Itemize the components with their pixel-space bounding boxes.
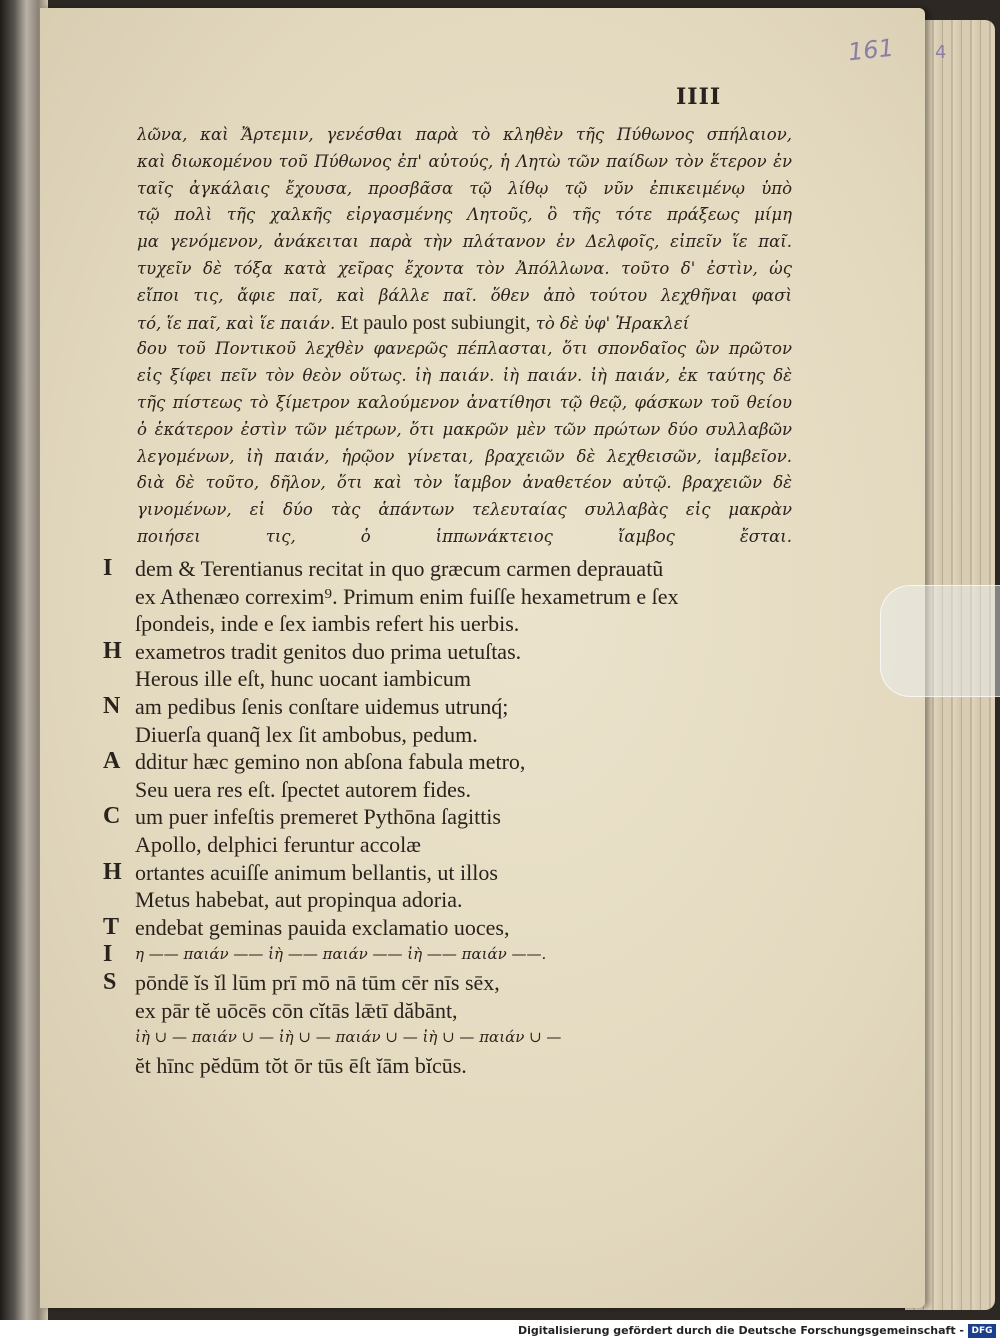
verse-line bbox=[103, 748, 803, 776]
verse-line bbox=[103, 997, 803, 1025]
verse-text: am pedibus ſenis conſtare uidemus utrunq́; bbox=[135, 693, 509, 719]
verse-text: ſpondeis, inde e ſex iambis refert his uerbis. bbox=[135, 611, 520, 637]
page-number: IIII bbox=[676, 84, 722, 110]
verse-line bbox=[103, 1024, 803, 1052]
greek-line-text: τῷ πολὶ τῆς χαλκῆς εἰργασμένης Λητοῦς, ὃ τῆς τότε πράξεως μίμη bbox=[137, 205, 792, 225]
verse-line bbox=[103, 721, 803, 749]
verse-line bbox=[103, 941, 803, 969]
greek-line-text: ὁ ἑκάτερον ἐστὶν τῶν μέτρων, ὅτι μακρῶν μὲν τῶν πρώτων δύο συλλαβῶν bbox=[137, 419, 792, 439]
greek-line bbox=[137, 417, 792, 444]
verse-text: ἰὴ ∪ — παιάν ∪ — ἰὴ ∪ — παιάν ∪ — ἰὴ ∪ — παιάν ∪ — bbox=[135, 1028, 562, 1047]
verse-line bbox=[103, 831, 803, 859]
verse-line bbox=[103, 859, 803, 887]
verse-initial: S bbox=[103, 968, 117, 995]
verse-line bbox=[103, 803, 803, 831]
verse-line bbox=[103, 914, 803, 942]
greek-line-text: τῆς πίστεως τὸ ξίμετρον καλούμενον ἀνατίθησι τῷ θεῷ, φάσκων τοῦ θείου bbox=[137, 392, 792, 412]
greek-line-text: διὰ δὲ τοῦτο, δῆλον, ὅτι καὶ τὸν ἴαμβον ἀναθετέον αὐτῷ. βραχειῶν δὲ bbox=[137, 473, 792, 493]
verse-text: ex pār tĕ uōcēs cōn cĭtās lǣtī dăbānt, bbox=[135, 997, 458, 1023]
verse-line bbox=[103, 776, 803, 804]
page-clip bbox=[880, 585, 1000, 697]
verse-text: dditur hæc gemino non abſona fabula metro, bbox=[135, 749, 526, 775]
greek-line bbox=[137, 336, 792, 363]
verse-line bbox=[103, 969, 803, 997]
greek-line bbox=[137, 229, 792, 256]
greek-line-text: τό, ἵε παῖ, καὶ ἵε παιάν. bbox=[137, 313, 336, 333]
greek-line-text: εἴποι τις, ἄφιε παῖ, καὶ βάλλε παῖ. ὅθεν ἀπὸ τούτου λεχθῆναι φασὶ bbox=[137, 285, 792, 305]
greek-line bbox=[137, 310, 792, 337]
verse-text: ortantes acuiſſe animum bellantis, ut illos bbox=[135, 859, 498, 885]
verse-initial: N bbox=[103, 692, 121, 719]
verse-line bbox=[103, 610, 803, 638]
verse-line bbox=[103, 693, 803, 721]
greek-line-text: λῶνα, καὶ Ἄρτεμιν, γενέσθαι παρὰ τὸ κληθὲν τῆς Πύθωνος σπήλαιον, bbox=[137, 125, 792, 144]
dfg-logo: DFG bbox=[968, 1324, 996, 1338]
greek-line bbox=[137, 122, 792, 149]
greek-line bbox=[137, 202, 792, 229]
latin-verse-passage bbox=[103, 555, 803, 1079]
verse-line bbox=[103, 665, 803, 693]
greek-line-text: δου τοῦ Ποντικοῦ λεχθὲν φανερῶς πέπλασται, ὅτι σπονδαῖος ὢν πρῶτον bbox=[137, 339, 792, 359]
greek-line-text: λεγομένων, ἰὴ παιάν, ἡρῷον γίνεται, βραχειῶν δὲ λεχθεισῶν, ἰαμβεῖον. bbox=[137, 446, 792, 466]
greek-line-text: εἰς ξίφει πεῖν τὸν θεὸν οὕτως. ἰὴ παιάν. ἰὴ παιάν. ἰὴ παιάν, ἐκ ταύτης δὲ bbox=[137, 366, 792, 386]
greek-line-text: μα γενόμενον, ἀνάκειται παρὰ τὴν πλάτανον ἐν Δελφοῖς, εἰπεῖν ἵε παῖ. bbox=[137, 232, 792, 252]
greek-line-text: ταῖς ἀγκάλαις ἔχουσα, προσβᾶσα τῷ λίθῳ τῷ νῦν ἐπικειμένῳ ὑπὸ bbox=[137, 178, 792, 198]
verse-text: η —— παιάν —— ἰὴ —— παιάν —— ἰὴ —— παιάν ——. bbox=[135, 945, 547, 964]
verse-text: Herous ille eſt, hunc uocant iambicum bbox=[135, 666, 472, 692]
verse-initial: H bbox=[103, 858, 122, 885]
verse-initial: T bbox=[103, 913, 120, 940]
verse-text: Apollo, delphici feruntur accolæ bbox=[135, 831, 421, 857]
verse-initial: C bbox=[103, 803, 121, 830]
verse-text: Metus habebat, aut propinqua adoria. bbox=[135, 887, 463, 913]
verse-initial: H bbox=[103, 637, 122, 664]
greek-line-text: ποιήσει τις, ὁ ἱππωνάκτειος ἴαμβος ἔσται. bbox=[137, 526, 792, 546]
greek-line-text: καὶ διωκομένου τοῦ Πύθωνος ἐπ' αὐτούς, ἡ Λητὼ τῶν παίδων τὸν ἕτερον ἐν bbox=[137, 151, 792, 171]
handwritten-mark: 4 bbox=[935, 42, 947, 63]
verse-line bbox=[103, 555, 803, 583]
greek-line bbox=[137, 256, 792, 283]
footer-bar bbox=[0, 1320, 1000, 1343]
verse-line bbox=[103, 886, 803, 914]
greek-line bbox=[137, 444, 792, 471]
greek-line bbox=[137, 470, 792, 497]
verse-text: ĕt hīnc pĕdūm tŏt ōr tūs ēſt ĭām bĭcūs. bbox=[135, 1052, 467, 1078]
verse-text: dem & Terentianus recitat in quo græcum carmen deprauatũ bbox=[135, 556, 664, 581]
greek-line bbox=[137, 497, 792, 524]
verse-line bbox=[103, 638, 803, 666]
verse-line bbox=[103, 1052, 803, 1080]
greek-line bbox=[137, 524, 792, 551]
verse-text: Seu uera res eſt. ſpectet autorem fides. bbox=[135, 776, 471, 802]
greek-line bbox=[137, 149, 792, 176]
verse-text: pōndē ĭs ĭl lūm prī mō nā tūm cēr nīs sēx, bbox=[135, 969, 500, 995]
verse-initial: A bbox=[103, 748, 121, 775]
verse-text: um puer infeſtis premeret Pythōna ſagittis bbox=[135, 804, 501, 830]
verse-text: ex Athenæo correxim⁹. Primum enim fuiſſe hexametrum e ſex bbox=[135, 583, 679, 609]
verse-initial: I bbox=[103, 555, 113, 581]
verse-initial: I bbox=[103, 941, 113, 968]
greek-line bbox=[137, 390, 792, 417]
greek-line-text: γινομένων, εἰ δύο τὰς ἁπάντων τελευταίας συλλαβὰς εἰς μακρὰν bbox=[137, 500, 792, 520]
greek-line bbox=[137, 363, 792, 390]
verse-line bbox=[103, 583, 803, 611]
footer-credit: Digitalisierung gefördert durch die Deutsche Forschungsgemeinschaft - bbox=[517, 1324, 964, 1337]
handwritten-folio: 161 bbox=[846, 33, 896, 67]
greek-line bbox=[137, 283, 792, 310]
verse-text: exametros tradit genitos duo prima uetuſtas. bbox=[135, 638, 522, 664]
greek-passage bbox=[137, 122, 792, 551]
latin-inline-text: Et paulo post subiungit, bbox=[340, 311, 531, 334]
greek-line bbox=[137, 176, 792, 203]
greek-line-text: τυχεῖν δὲ τόξα κατὰ χεῖρας ἔχοντα τὸν Ἀπόλλωνα. τοῦτο δ' ἐστὶν, ὡς bbox=[137, 258, 792, 278]
verse-text: endebat geminas pauida exclamatio uoces, bbox=[135, 914, 510, 940]
verse-text: Diuerſa quanq̃ lex ſit ambobus, pedum. bbox=[135, 721, 478, 747]
greek-line-text: τὸ δὲ ὑφ' Ἡρακλεί bbox=[535, 313, 690, 333]
